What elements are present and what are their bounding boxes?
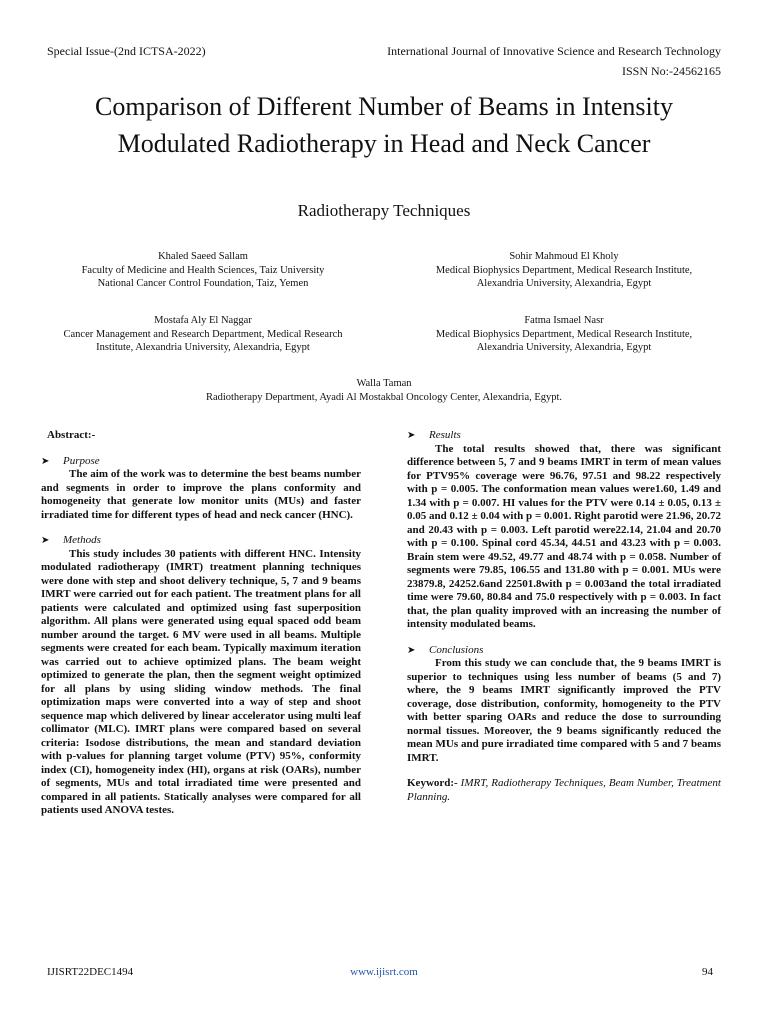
conclusions-text: From this study we can conclude that, the 9 beams IMRT is superior to techniques using less number of beams (5 and 7) where, the 9 beams IMRT significantly improved the PTV coverage, dose distribution, conformity, homogeneity to the PTV with better sparing OARs and reduce the dose to surrounding normal tissues. Moreover, the 9 beams significantly reduced the mean MUs and pure irradiated time compared with 5 and 7 beams IMRT. [407,657,721,764]
results-heading-text: Results [429,429,461,441]
author-name: Fatma Ismael Nasr [524,315,604,326]
results-heading [407,429,721,443]
journal-issue: Special Issue-(2nd ICTSA-2022) [47,44,206,58]
author-block-3 [40,314,366,355]
methods-heading [41,534,361,548]
purpose-heading [41,455,361,469]
author-affiliation: Cancer Management and Research Department, Medical Research [63,328,343,340]
arrow-bullet-icon: ➤ [41,455,50,467]
abstract-right-column [407,429,721,804]
journal-name: International Journal of Innovative Science and Research Technology [387,44,721,58]
purpose-heading-text: Purpose [63,454,100,467]
author-name: Mostafa Aly El Naggar [154,315,252,326]
purpose-text: The aim of the work was to determine the best beams number and segments in order to improve the plans conformity and homogeneity that generate low monitor units (MUs) and faster irradiated time for different types of head and neck cancer (HNC). [41,468,361,521]
page-number: 94 [702,966,713,978]
author-affiliation: Faculty of Medicine and Health Sciences, Taiz University [81,264,325,276]
paper-id: IJISRT22DEC1494 [47,966,134,978]
author-affiliation: Alexandria University, Alexandria, Egypt [476,278,652,289]
author-block-5 [40,377,728,404]
arrow-bullet-icon: ➤ [407,644,416,656]
abstract-left-column [41,429,361,818]
methods-text: This study includes 30 patients with different HNC. Intensity modulated radiotherapy (IMRT) treatment planning techniques were done with step and shoot delivery technique, 5, 7 and 9 beams IMRT were carried out for each patient. The treatment plans for all patients were calculated and optimized using fast superposition algorithm. All plans were generated using equal spaced odd beam number around the target. 6 MV were used in all beams. Multiple segments were created for each beam. Typically maximum iteration was carried out to achieve optimized plans. The beam weight optimized to generate the plan, then the segment weight optimized for all plans by using sliding window methods. The final optimization maps were converted into a way of step and shoot sequence map which delivered by linear accelerator using multi leaf collimator (MLC). IMRT plans were compared based on several criteria: Isodose distributions, the mean and standard deviation with p-values for planning target volume (PTV) 95%, conformity index (CI), homogeneity index (HI), organs at risk (OARs), number of segments, MUs and total irradiated time were presented and compared in all patients. Statically analyses were compared for all patients used ANOVA testes. [41,547,361,816]
author-name: Walla Taman [356,378,412,389]
arrow-bullet-icon: ➤ [41,535,50,546]
author-affiliation: National Cancer Control Foundation, Taiz, Yemen [97,278,309,289]
paper-title: Comparison of Different Number of Beams in Intensity Modulated Radiotherapy in Head and Neck Cancer [95,92,673,158]
author-affiliation: Medical Biophysics Department, Medical Research Institute, [435,328,693,340]
keyword-label: Keyword:- [407,777,458,789]
issn: ISSN No:-24562165 [621,64,721,78]
author-affiliation: Medical Biophysics Department, Medical Research Institute, [435,264,693,276]
author-affiliation: Institute, Alexandria University, Alexandria, Egypt [96,342,310,353]
paper-subtitle: Radiotherapy Techniques [297,201,471,220]
arrow-bullet-icon: ➤ [407,430,416,441]
author-affiliation: Alexandria University, Alexandria, Egypt [476,342,652,353]
methods-heading-text: Methods [63,534,101,546]
journal-website-link[interactable]: www.ijisrt.com [350,966,418,978]
author-affiliation: Radiotherapy Department, Ayadi Al Mostakbal Oncology Center, Alexandria, Egypt. [205,391,563,403]
author-block-1 [40,250,366,291]
keywords [407,777,721,804]
author-name: Sohir Mahmoud El Kholy [509,251,619,262]
conclusions-heading [407,644,721,658]
conclusions-heading-text: Conclusions [429,643,484,656]
abstract-label: Abstract:- [47,429,96,441]
results-text: The total results showed that, there was significant difference between 5, 7 and 9 beams IMRT in term of mean values for PTV95% coverage were 96.76, 97.51 and 98.22 respectively with p = 0.005. The conformation mean values were1.60, 1.49 and 1.34 with p = 0.007. HI values for the PTV were 0.14 ± 0.05, 0.13 ± 0.05 and 0.12 ± 0.04 with p = 0.001. Right parotid were 21.96, 20.72 and 20.43 with p = 0.003. Left parotid were22.14, 21.04 and 20.70 with p = 0.100. Spinal cord 45.34, 44.51 and 43.23 with p = 0.003. Brain stem were 49.52, 49.77 and 48.74 with p = 0.058. Number of segments were 79.85, 106.55 and 131.80 with p = 0.001. MUs were 23879.8, 24252.6and 22501.8with p = 0.003and the total irradiated time were 79.60, 80.84 and 75.0 respectively with p = 0.003. In fact that, the plan quality improved with an increasing the number of intensity modulated beams. [407,442,721,630]
keyword-list: IMRT, Radiotherapy Techniques, Beam Number, Treatment Planning. [407,777,721,803]
author-block-4 [400,314,728,355]
author-block-2 [400,250,728,291]
author-name: Khaled Saeed Sallam [158,251,248,262]
